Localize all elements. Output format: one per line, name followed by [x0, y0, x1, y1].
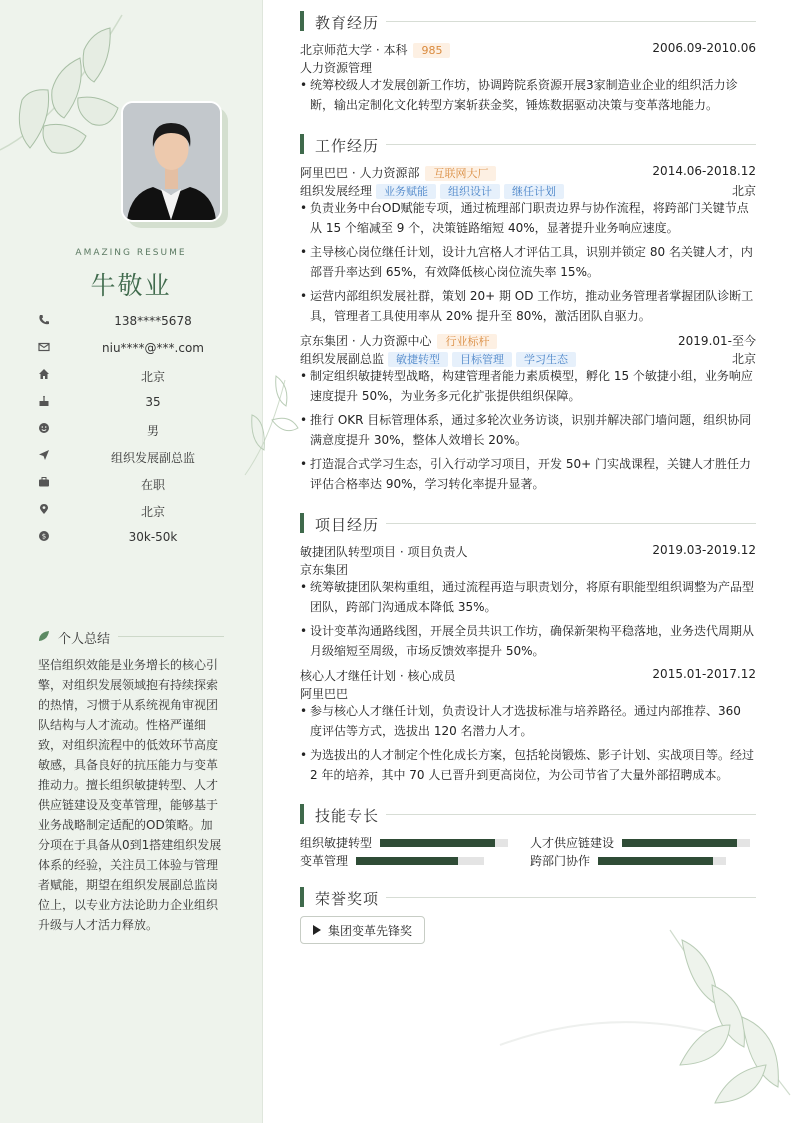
info-phone: 138****5678 — [38, 312, 248, 339]
info-position: 组织发展副总监 — [38, 447, 248, 474]
gender-icon — [38, 422, 50, 434]
project-date: 2019.03-2019.12 — [652, 543, 756, 557]
job-bullet: • 负责业务中台OD赋能专项，通过梳理部门职责边界与协作流程，将跨部门关键节点从 15 个缩减至 9 个，决策链路缩短 40%，显著提升业务响应速度。 — [300, 199, 756, 238]
company-tag: 行业标杆 — [437, 334, 497, 349]
leaf-decoration-icon — [490, 925, 794, 1123]
project-name: 核心人才继任计划 · 核心成员 — [300, 669, 456, 683]
job-bullet: • 主导核心岗位继任计划，设计九宫格人才评估工具，识别并锁定 80 名关键人才，内部晋升率达到 65%，有效降低核心岗位流失率 15%。 — [300, 243, 756, 282]
skill-tag: 目标管理 — [452, 352, 512, 367]
job-bullet: • 推行 OKR 目标管理体系，通过多轮次业务访谈，识别并解决部门墙问题，组织协同满意度提升 30%，整体人效增长 20%。 — [300, 411, 756, 450]
phone-icon — [38, 314, 50, 326]
section-awards: 荣誉奖项 — [300, 887, 756, 907]
mail-icon — [38, 341, 50, 353]
job-date: 2014.06-2018.12 — [652, 164, 756, 178]
skill-tag: 业务赋能 — [376, 184, 436, 199]
cake-icon — [38, 395, 50, 407]
info-age: 35 — [38, 393, 248, 420]
award-item: 集团变革先锋奖 — [300, 916, 425, 944]
info-home: 北京 — [38, 366, 248, 393]
location-icon — [38, 503, 50, 515]
profile-photo — [121, 101, 222, 222]
project-header — [300, 543, 756, 559]
school-tag: 985 — [413, 43, 450, 58]
info-location: 北京 — [38, 501, 248, 528]
job-header — [300, 164, 756, 180]
job-city: 北京 — [731, 352, 756, 366]
send-icon — [38, 449, 50, 461]
info-status: 在职 — [38, 474, 248, 501]
salary-icon — [38, 530, 50, 542]
skill-item: 人才供应链建设 — [530, 834, 756, 850]
company-tag: 互联网大厂 — [425, 166, 496, 181]
sidebar — [0, 0, 263, 1123]
project-bullet: • 设计变革沟通路线图，开展全员共识工作坊，确保新架构平稳落地，业务迭代周期从月级缩短至周级，市场反馈效率提升 50%。 — [300, 622, 756, 661]
play-icon — [313, 925, 321, 935]
skill-tag: 学习生态 — [516, 352, 576, 367]
job-date: 2019.01-至今 — [678, 334, 756, 348]
skill-bar — [622, 839, 750, 847]
project-bullet: • 统筹敏捷团队架构重组，通过流程再造与职责划分，将原有职能型组织调整为产品型团队，跨部门沟通成本降低 35%。 — [300, 578, 756, 617]
candidate-name: 牛敬业 — [90, 271, 172, 300]
job-position: 组织发展经理 — [300, 184, 373, 198]
job-company: 阿里巴巴 · 人力资源部 — [300, 166, 420, 180]
school-name: 北京师范大学 · 本科 — [300, 43, 408, 57]
leaf-decoration-icon — [0, 10, 130, 170]
section-projects: 项目经历 — [300, 513, 756, 533]
project-bullet: • 为选拔出的人才制定个性化成长方案，包括轮岗锻炼、影子计划、实战项目等。经过 2 年的培养，其中 70 人已晋升到更高岗位，为公司节省了大量外部招聘成本。 — [300, 746, 756, 785]
leaf-decoration-icon — [240, 370, 300, 480]
job-position-row — [300, 350, 756, 366]
job-bullet: • 制定组织敏捷转型战略，构建管理者能力素质模型，孵化 15 个敏捷小组，业务响应速度提升 50%，为业务多元化扩张提供组织保障。 — [300, 367, 756, 406]
education-major: 人力资源管理 — [300, 61, 373, 75]
contact-info — [38, 312, 248, 555]
job-position: 组织发展副总监 — [300, 352, 385, 366]
briefcase-icon — [38, 476, 50, 488]
education-header — [300, 41, 756, 57]
project-org: 阿里巴巴 — [300, 687, 349, 701]
info-salary: $ 30k-50k — [38, 528, 248, 555]
job-bullet: • 运营内部组织发展社群，策划 20+ 期 OD 工作坊，推动业务管理者掌握团队诊断工具，管理者工具使用率从 20% 提升至 80%，激活团队自驱力。 — [300, 287, 756, 326]
skill-item: 组织敏捷转型 — [300, 834, 510, 850]
skill-bar — [598, 857, 726, 865]
section-work: 工作经历 — [300, 134, 756, 154]
job-company: 京东集团 · 人力资源中心 — [300, 334, 432, 348]
summary-heading: 个人总结 — [38, 627, 224, 645]
skill-bar — [356, 857, 484, 865]
skill-item: 跨部门协作 — [530, 852, 756, 868]
section-education: 教育经历 — [300, 11, 756, 31]
project-org: 京东集团 — [300, 563, 349, 577]
section-skills: 技能专长 — [300, 804, 756, 824]
info-email: niu****@***.com — [38, 339, 248, 366]
job-city: 北京 — [731, 184, 756, 198]
project-date: 2015.01-2017.12 — [652, 667, 756, 681]
svg-text:$: $ — [41, 532, 47, 541]
home-icon — [38, 368, 50, 380]
project-name: 敏捷团队转型项目 · 项目负责人 — [300, 545, 468, 559]
job-bullet: • 打造混合式学习生态，引入行动学习项目，开发 50+ 门实战课程，关键人才胜任力评估合格率达 90%，学习转化率提升显著。 — [300, 455, 756, 494]
leaf-icon — [38, 630, 50, 642]
summary-text: 坚信组织效能是业务增长的核心引擎，对组织发展领域抱有持续探索的热情，习惯于从系统视角审视团队结构与人才流动。性格严谨细致，对组织流程中的低效环节高度敏感，具备良好的抗压能力与变革推动力。擅长组织敏捷转型、人才供应链建设及变革管理，能够基于业务战略制定适配的OD策略。加分项在于具备从0到1搭建组织发展体系的经验，关注员工体验与管理者赋能，期望在组织发展副总监岗位上，以专业方法论助力企业组织升级与人才活力释放。 — [38, 658, 222, 932]
skill-item: 变革管理 — [300, 852, 510, 868]
avatar — [123, 103, 220, 220]
info-gender: 男 — [38, 420, 248, 447]
resume-caption: AMAZING RESUME — [75, 248, 187, 258]
skill-tag: 继任计划 — [504, 184, 564, 199]
skill-tag: 组织设计 — [440, 184, 500, 199]
job-position-row — [300, 182, 756, 198]
project-header — [300, 667, 756, 683]
skill-tag: 敏捷转型 — [388, 352, 448, 367]
project-bullet: • 参与核心人才继任计划，负责设计人才选拔标准与培养路径。通过内部推荐、360 度评估等方式，选拔出 120 名潜力人才。 — [300, 702, 756, 741]
skill-bar — [380, 839, 508, 847]
education-bullet: • 统筹校级人才发展创新工作坊，协调跨院系资源开展3家制造业企业的组织活力诊断，输出定制化文化转型方案斩获金奖，锤炼数据驱动决策与变革落地能力。 — [300, 76, 756, 115]
job-header — [300, 332, 756, 348]
education-date: 2006.09-2010.06 — [652, 41, 756, 55]
